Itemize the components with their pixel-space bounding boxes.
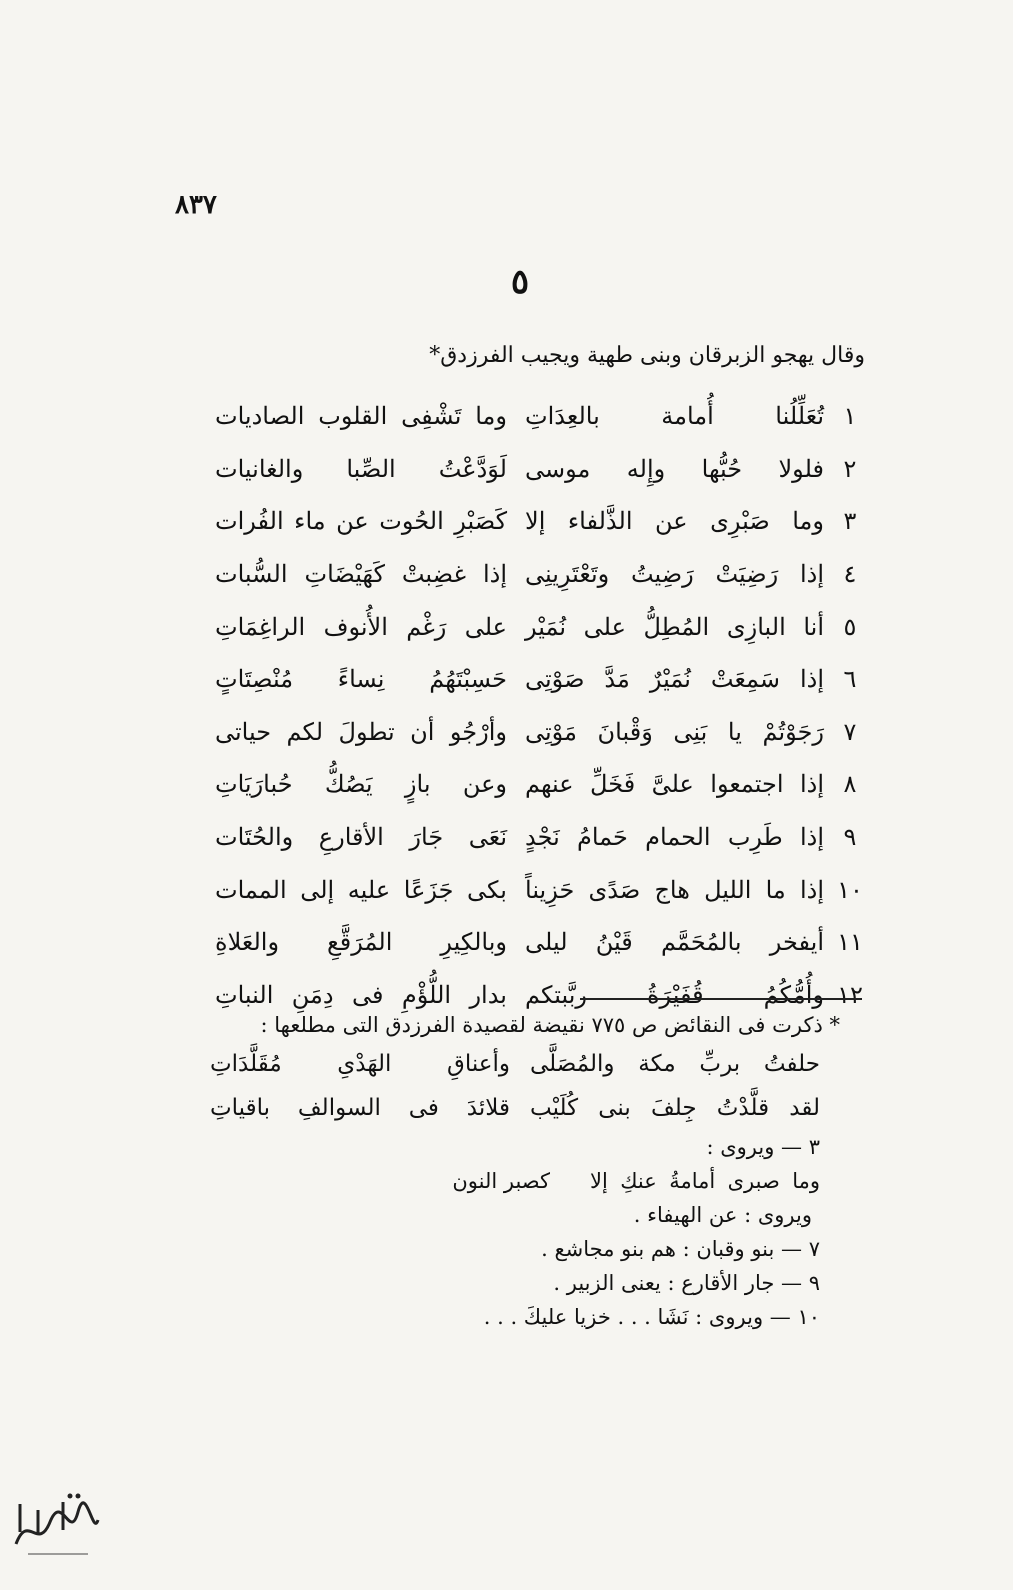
footnote-separator — [580, 998, 862, 1000]
verse-first-hemistich: وما صَبْرِى عن الذَّلفاء إلا — [525, 507, 824, 536]
verse-number: ٤ — [843, 560, 857, 589]
footnote-9: ٩ — جار الأقارع : يعنى الزبير . — [553, 1271, 820, 1295]
verse-number: ٨ — [843, 770, 857, 799]
verse-first-hemistich: إذا سَمِعَتْ نُمَيْرٌ مَدَّ صَوْتِى — [525, 665, 824, 694]
quoted-verse-first-hemistich: حلفتُ بربِّ مكة والمُصَلَّى — [530, 1051, 820, 1077]
verse-first-hemistich: وأُمُّكُمُ قُفَيْرَةُ ربَّبتكم — [525, 980, 824, 1009]
verse-first-hemistich: إذا رَضِيَتْ رَضِيتُ وتَعْتَرِينِى — [525, 560, 824, 589]
quoted-verse — [200, 1086, 840, 1130]
verse-row — [215, 443, 870, 496]
verse-row — [215, 548, 870, 601]
verse-second-hemistich: وعن بازٍ يَصُكُّ حُبارَيَاتِ — [215, 770, 507, 799]
poem-intro: وقال يهجو الزبرقان وبنى طهية ويجيب الفرزدق* — [429, 343, 865, 368]
footnote-variant-3-alt: ويروى : عن الهيفاء . — [633, 1203, 812, 1227]
verse-number: ٦ — [843, 665, 857, 694]
verse-number: ١٠ — [837, 875, 863, 904]
verse-second-hemistich: حَسِبْتَهُمُ نِساءً مُنْصِتَاتٍ — [215, 665, 507, 694]
verse-second-hemistich: بدار اللُّؤْمِ فى دِمَنِ النباتِ — [215, 980, 507, 1009]
variant-verse-second-hemistich: كصبر النون — [452, 1169, 550, 1193]
verse-second-hemistich: كَصَبْرِ الحُوت عن ماء الفُرات — [215, 507, 507, 536]
verse-row — [215, 495, 870, 548]
poem-verses — [215, 390, 870, 1021]
verse-first-hemistich: إذا طَرِب الحمام حَمامُ نَجْدٍ — [525, 823, 824, 852]
verse-row — [215, 653, 870, 706]
poem-number: ٥ — [510, 262, 530, 302]
verse-row — [215, 758, 870, 811]
verse-number: ٧ — [843, 717, 857, 746]
verse-first-hemistich: أنا البازِى المُطِلُّ على نُمَيْر — [525, 612, 824, 641]
footnote-intro: * ذكرت فى النقائض ص ٧٧٥ نقيضة لقصيدة الفرزدق التى مطلعها : — [260, 1013, 840, 1037]
verse-second-hemistich: نَعَى جَارَ الأقارعِ والحُتَات — [215, 823, 507, 852]
verse-number: ٣ — [843, 507, 857, 536]
footnote-7: ٧ — بنو وقبان : هم بنو مجاشع . — [541, 1237, 820, 1261]
verse-row — [215, 863, 870, 916]
footnote-variant-3-label: ٣ — ويروى : — [706, 1135, 820, 1159]
verse-first-hemistich: رَجَوْتُمْ يا بَنِى وَقْبانَ مَوْتِى — [525, 717, 824, 746]
verse-second-hemistich: بكى جَزَعًا عليه إلى الممات — [215, 875, 507, 904]
quoted-verse-second-hemistich: وأعناقِ الهَدْىِ مُقَلَّدَاتِ — [210, 1051, 510, 1077]
verse-first-hemistich: تُعَلِّلُنا أُمامة بالعِدَاتِ — [525, 402, 824, 431]
verse-number: ١٢ — [837, 980, 863, 1009]
verse-second-hemistich: وأرْجُو أن تطولَ لكم حياتى — [215, 717, 507, 746]
footnotes — [200, 1008, 840, 1334]
verse-row — [215, 811, 870, 864]
verse-number: ٢ — [843, 454, 857, 483]
quoted-verse-first-hemistich: لقد قلَّدْتُ جِلفَ بنى كُلَيْب — [530, 1095, 820, 1121]
verse-second-hemistich: وبالكِيرِ المُرَقَّعِ والعَلاةِ — [215, 928, 507, 957]
verse-row — [215, 390, 870, 443]
verse-row — [215, 706, 870, 759]
stamp-calligraphy-icon — [8, 1482, 103, 1562]
verse-first-hemistich: إذا اجتمعوا علىَّ فَخَلِّ عنهم — [525, 770, 824, 799]
verse-number: ١١ — [837, 928, 863, 957]
quoted-verse-second-hemistich: قلائدَ فى السوالفِ باقياتِ — [210, 1095, 510, 1121]
verse-number: ٥ — [843, 612, 857, 641]
variant-verse-first-hemistich: وما صبرى أمامةُ عنكِ إلا — [590, 1169, 820, 1193]
verse-first-hemistich: إذا ما الليل هاج صَدًى حَزِيناً — [525, 875, 824, 904]
library-stamp-logo — [8, 1482, 103, 1562]
verse-second-hemistich: لَوَدَّعْتُ الصِّبا والغانيات — [215, 454, 507, 483]
verse-number: ١ — [843, 402, 857, 431]
verse-first-hemistich: أيفخر بالمُحَمَّم قَيْنُ ليلى — [525, 928, 824, 957]
quoted-verse — [200, 1042, 840, 1086]
verse-second-hemistich: وما تَشْفِى القلوب الصاديات — [215, 402, 507, 431]
verse-second-hemistich: على رَغْم الأُنوف الراغِمَاتِ — [215, 612, 507, 641]
verse-second-hemistich: إذا غضِبتْ كَهَيْضَاتِ السُّبات — [215, 560, 507, 589]
verse-first-hemistich: فلولا حُبُّها وإِله موسى — [525, 454, 824, 483]
page-number: ٨٣٧ — [175, 190, 217, 220]
variant-verse — [200, 1164, 840, 1198]
footnote-10: ١٠ — ويروى : نَشَا . . . خزيا عليكَ . . . — [483, 1305, 820, 1329]
verse-number: ٩ — [843, 823, 857, 852]
verse-row — [215, 600, 870, 653]
verse-row — [215, 916, 870, 969]
